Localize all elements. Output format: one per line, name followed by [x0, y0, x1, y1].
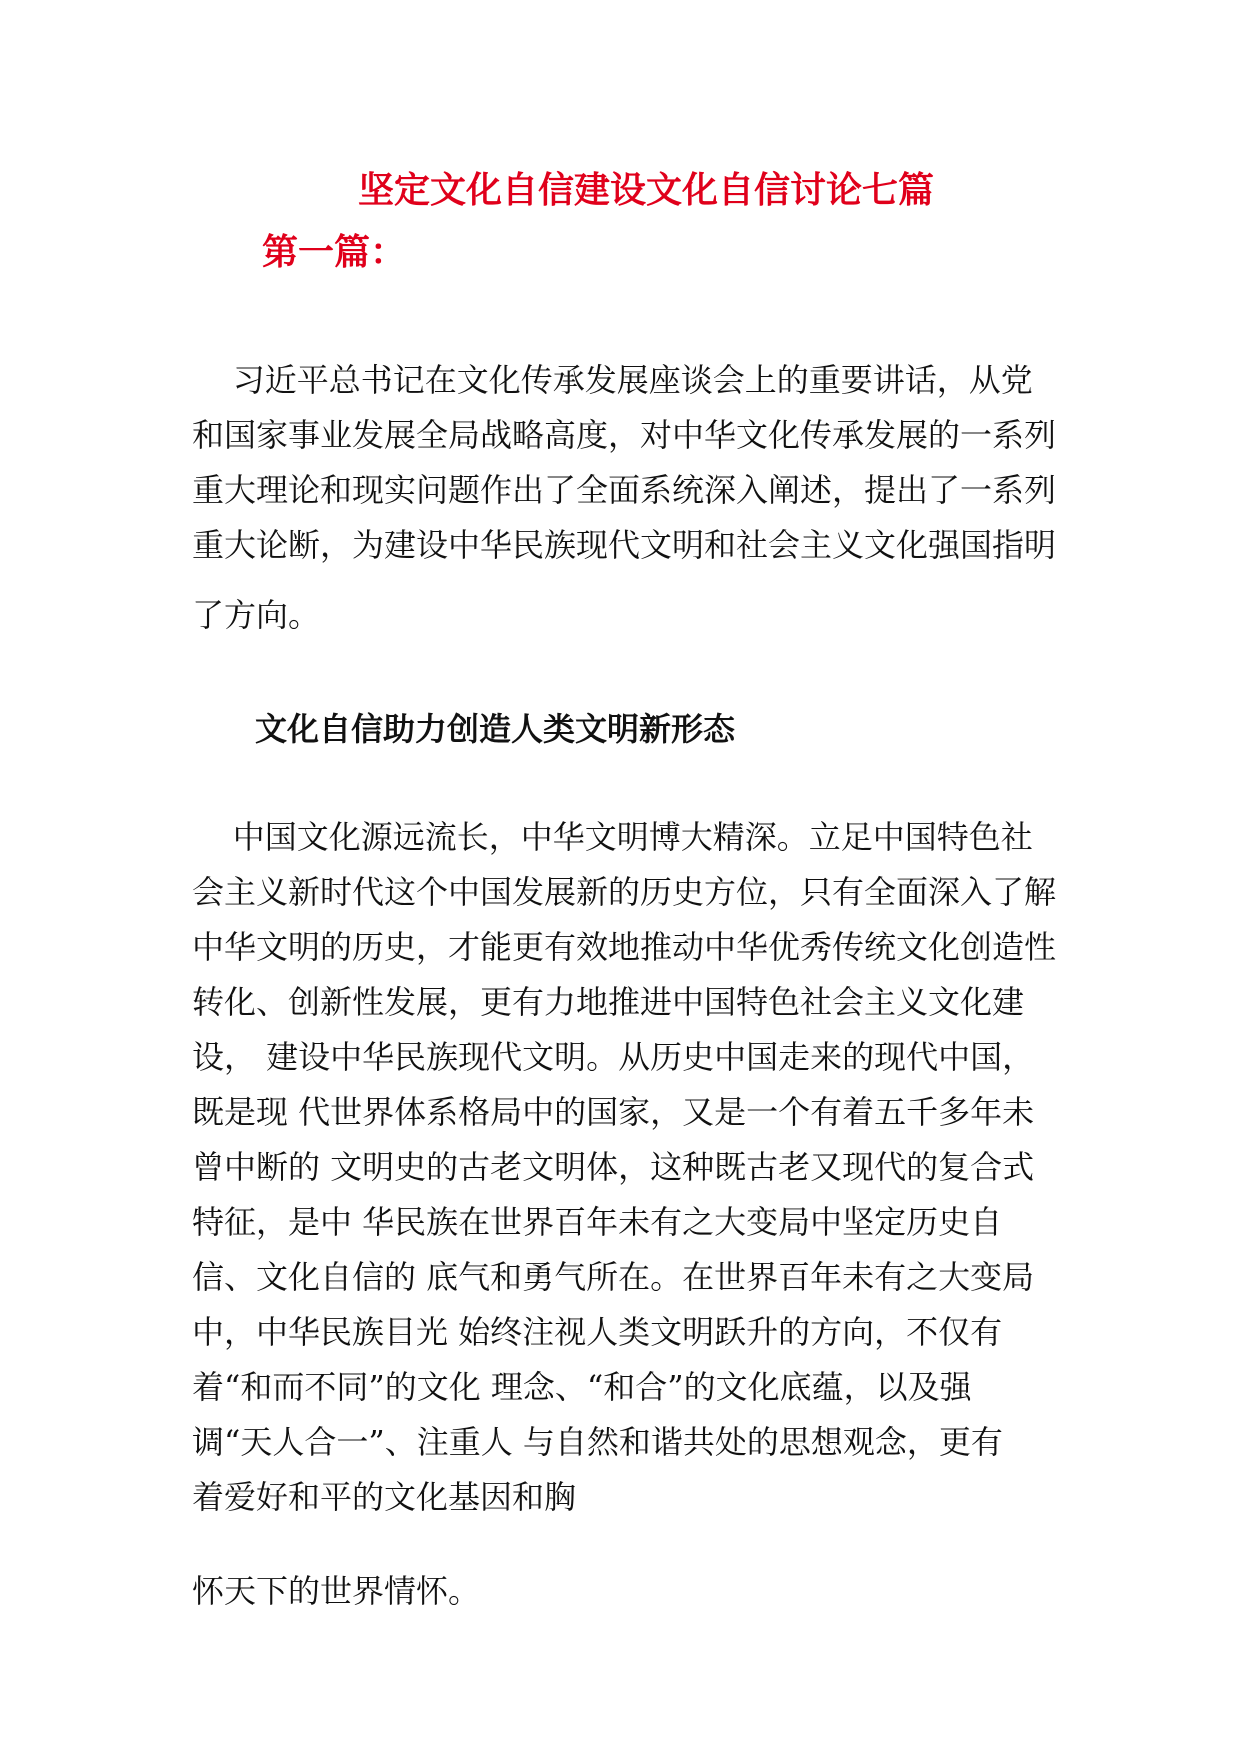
body-paragraph: [192, 810, 1056, 1525]
document-subtitle: 第一篇：: [262, 231, 407, 273]
paragraph-line: 重大论断，为建设中华民族现代文明和社会主义文化强国指明: [192, 526, 1057, 564]
body-paragraph-tail: [192, 1564, 480, 1619]
paragraph-line: 转化、创新性发展，更有力地推进中国特色社会主义文化建: [192, 983, 1025, 1021]
paragraph-line: 重大理论和现实问题作出了全面系统深入阐述，提出了一系列: [192, 471, 1057, 509]
intro-paragraph-tail: [192, 588, 320, 643]
section-heading: 文化自信助力创造人类文明新形态: [255, 710, 736, 748]
intro-paragraph: [192, 353, 1056, 573]
paragraph-line: 调“天人合一”、注重人 与自然和谐共处的思想观念，更有: [192, 1423, 1003, 1461]
paragraph-line: 曾中断的 文明史的古老文明体，这种既古老又现代的复合式: [192, 1148, 1035, 1186]
document-title: 坚定文化自信建设文化自信讨论七篇: [358, 169, 935, 211]
paragraph-line: 怀天下的世界情怀。: [192, 1572, 481, 1610]
paragraph-line: 特征，是中 华民族在世界百年未有之大变局中坚定历史自: [192, 1203, 1003, 1241]
paragraph-line: 设， 建设中华民族现代文明。从历史中国走来的现代中国，: [192, 1038, 1035, 1076]
paragraph-line: 了方向。: [192, 596, 321, 634]
paragraph-line: 中国文化源远流长，中华文明博大精深。立足中国特色社: [192, 818, 1033, 856]
paragraph-line: 会主义新时代这个中国发展新的历史方位，只有全面深入了解: [192, 873, 1057, 911]
paragraph-line: 着爱好和平的文化基因和胸: [192, 1478, 577, 1516]
paragraph-line: 中，中华民族目光 始终注视人类文明跃升的方向，不仅有: [192, 1313, 1003, 1351]
paragraph-line: 信、文化自信的 底气和勇气所在。在世界百年未有之大变局: [192, 1258, 1035, 1296]
paragraph-line: 习近平总书记在文化传承发展座谈会上的重要讲话，从党: [192, 361, 1033, 399]
paragraph-line: 和国家事业发展全局战略高度，对中华文化传承发展的一系列: [192, 416, 1057, 454]
paragraph-line: 中华文明的历史，才能更有效地推动中华优秀传统文化创造性: [192, 928, 1057, 966]
paragraph-line: 既是现 代世界体系格局中的国家，又是一个有着五千多年未: [192, 1093, 1035, 1131]
paragraph-line: 着“和而不同”的文化 理念、“和合”的文化底蕴，以及强: [192, 1368, 972, 1406]
